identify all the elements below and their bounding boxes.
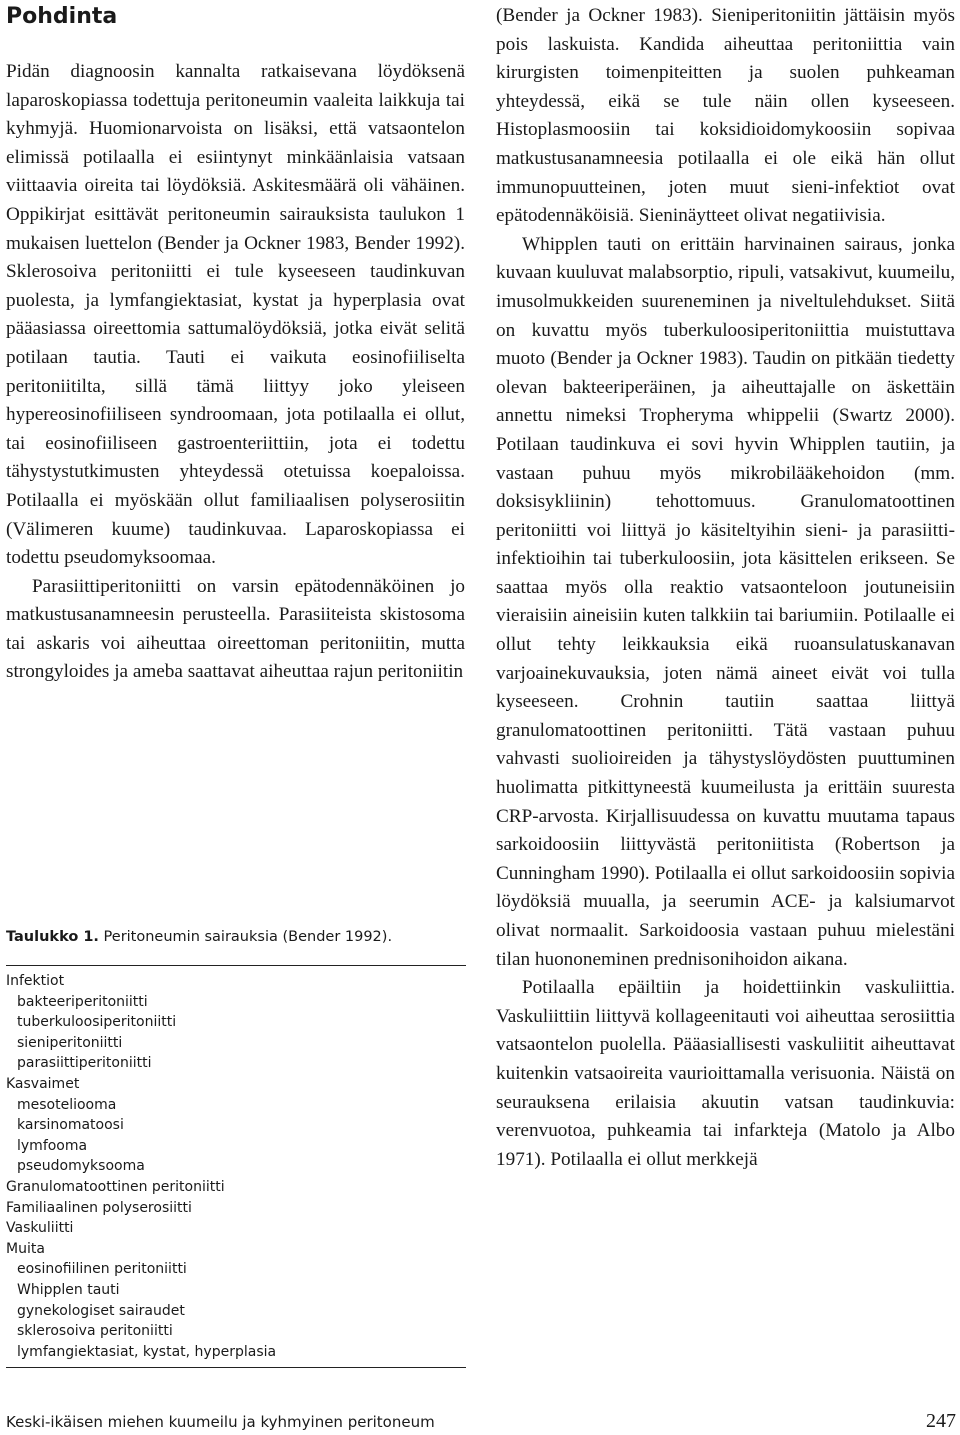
table-category: Muita (6, 1240, 45, 1257)
table-caption-text: Peritoneumin sairauksia (Bender 1992). (103, 929, 393, 945)
table-subitem: karsinomatoosi (17, 1117, 124, 1134)
paragraph: Whipplen tauti on erittäin harvinainen sairaus, jonka kuvaan kuuluvat malabsorptio, ripuli, vatsakivut, kuumeilu, imusolmukkeiden suureneminen ja niveltulehdukset. Siitä on kuvattu myös tuberkuloosiperitoniittia muistuttava muoto (Bender ja Ockner 1983). Taudin on pitkään tiedetty olevan bakteeriperäinen, ja aiheuttajalle on äskettäin annettu nimeksi Tropheryma whippelii (Swartz 2000). Potilaan taudinkuva ei sovi hyvin Whipplen tautiin, ja vastaan puhuu myös mikrobilääkehoidon (mm. doksisykliinin) tehottomuus. Granulomatoottinen peritoniitti voi liittyä jo käsiteltyihin sieni- ja parasiitti-infektioihin tai tuberkuloosiin, jota käsittelen erikseen. Se saattaa myös olla reaktio vatsaonteloon joutuneisiin vieraisiin aineisiin kuten talkkiin tai bariumiin. Potilaalle ei ollut tehty leikkauksia eikä ruoansulatuskanavan varjoainekuvauksia, joten nämä aineet eivät voi tulla kyseeseen. Crohnin tautiin saattaa liittyä granulomatoottinen peritoniitti. Tätä vastaan puhuu vahvasti suolioireiden ja tähystyslöydösten puuttuminen huolimatta pitkittyneestä kuumeilusta ja erittäin suuresta CRP-arvosta. Kirjallisuudessa on kuvattu muutama tapaus sarkoidoosiin liittyvästä peritoniitista (Robertson ja Cunningham 1990). Potilaalla ei ollut sarkoidoosiin sopivia löydöksiä muualla, ja seerumin ACE- ja kalsiumarvot olivat normaalit. Sarkoidoosia vastaan puhuu mielestäni tilan huononeminen prednisonihoidon aikana. (496, 233, 955, 970)
table-caption (6, 926, 466, 948)
table-subitem: gynekologiset sairaudet (17, 1302, 185, 1319)
table-subitem: eosinofiilinen peritoniitti (17, 1261, 187, 1278)
table-subitem: lymfooma (17, 1137, 88, 1154)
table-subitem: tuberkuloosiperitoniitti (17, 1014, 177, 1031)
table-label: Taulukko 1. (6, 929, 99, 945)
table-subitem: Whipplen tauti (17, 1281, 120, 1298)
page-number: 247 (926, 1410, 956, 1432)
table-subitem: lymfangiektasiat, kystat, hyperplasia (17, 1343, 277, 1360)
left-text-column (6, 58, 465, 687)
paragraph: Parasiittiperitoniitti on varsin epätodennäköinen jo matkustusanamneesin perusteella. Parasiiteista skistosoma tai askaris voi aiheuttaa oireettoman peritoniitin, mutta strongyloides ja ameba saattavat aiheuttaa rajun peritoniitin (6, 575, 465, 683)
paragraph: Pidän diagnoosin kannalta ratkaisevana löydöksenä laparoskopiassa todettuja peritoneumin vaaleita laikkuja tai kyhmyjä. Huomionarvoista on lisäksi, että vatsaontelon elimissä potilaalla ei esiintynyt minkäänlaisia vatsaan viittaavia oireita tai löydöksiä. Askitesmäärä oli vähäinen. Oppikirjat esittävät peritoneumin sairauksista taulukon 1 mukaisen luettelon (Bender ja Ockner 1983, Bender 1992). Sklerosoiva peritoniitti ei tule kyseeseen taudinkuvan puolesta, ja lymfangiektasiat, kystat ja hyperplasia ovat pääasiassa oireettomia sattumalöydöksiä, jotka eivät selitä potilaan tautia. Tauti ei vaikuta eosinofiiliselta peritoniitilta, sillä tämä liittyy joko yleiseen hypereosinofiiliseen syndroomaan, jota potilaalla ei ollut, tai eosinofiiliseen gastroenteriittiin, jota ei todettu tähystystutkimusten yhteydessä otetuissa koepaloissa. Potilaalla ei myöskään ollut familiaalisen polyserosiitin (Välimeren kuume) taudinkuvaa. Laparoskopiassa ei todettu pseudomyksoomaa. (6, 61, 465, 569)
table-subitem: sieniperitoniitti (17, 1034, 123, 1051)
table-subitem: mesoteliooma (17, 1096, 117, 1113)
paragraph: Potilaalla epäiltiin ja hoidettiinkin vaskuliittia. Vaskuliittiin liittyvä kollageenitauti voi aiheuttaa serosiittia vatsaontelon puolella. Pääasiallisesti vaskuliitit aiheuttavat kuitenkin vatsaoireita vaurioittamalla verisuonia. Näistä on seurauksena erilaisia akuutin vatsan taudinkuvia: verenvuotoa, puhkeamia tai infarkteja (Matolo ja Albo 1971). Potilaalla ei ollut merkkejä (496, 977, 955, 1170)
table-subitem: pseudomyksooma (17, 1158, 145, 1175)
table-category: Kasvaimet (6, 1075, 80, 1092)
section-heading: Pohdinta (6, 4, 118, 29)
table-category: Vaskuliitti (6, 1220, 74, 1237)
table-top-rule (6, 965, 466, 966)
paragraph: (Bender ja Ockner 1983). Sieniperitoniitin jättäisin myös pois laskuista. Kandida aiheuttaa peritoniittia vain kirurgisten toimenpiteitten ja suolen puhkeaman yhteydessä, eikä se tule näin ollen kyseeseen. Histoplasmoosiin tai koksidioidomykoosiin sopivaa matkustusanamneesia potilaalla ei ole eikä hän ollut immunopuutteinen, joten muut sieni-infektiot ovat epätodennäköisiä. Sieninäytteet olivat negatiivisia. (496, 5, 955, 227)
table-list (6, 971, 466, 1362)
table-subitem: bakteeriperitoniitti (17, 993, 148, 1010)
table-subitem: sklerosoiva peritoniitti (17, 1323, 173, 1340)
table-category: Granulomatoottinen peritoniitti (6, 1178, 225, 1195)
table-category: Familiaalinen polyserosiitti (6, 1199, 192, 1216)
table-category: Infektiot (6, 973, 65, 989)
table-subitem: parasiittiperitoniitti (17, 1055, 152, 1072)
running-footer-title: Keski-ikäisen miehen kuumeilu ja kyhmyinen peritoneum (6, 1413, 435, 1431)
right-text-column (496, 2, 955, 1174)
table-bottom-rule (6, 1367, 466, 1368)
